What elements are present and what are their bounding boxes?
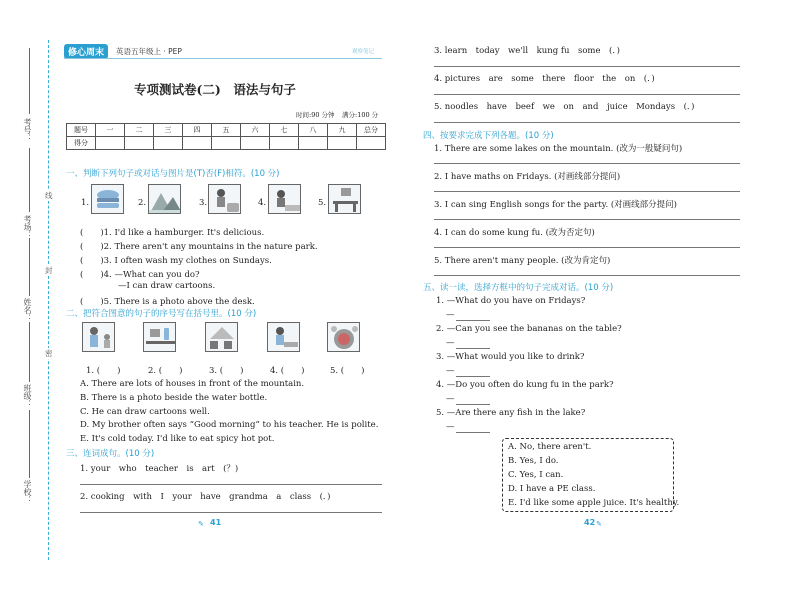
full-score-label: 满分:100 分 (342, 111, 379, 119)
s1-pic-num: 3. (199, 198, 208, 208)
washing-clothes-picture (208, 184, 241, 214)
score-header-cell: 六 (241, 124, 270, 137)
choice-option: B. Yes, I do. (508, 456, 559, 466)
s5-reply-dash: — (446, 338, 455, 348)
houses-mountain-picture (205, 322, 238, 352)
s2-option: B. There is a photo beside the water bottle. (80, 393, 268, 403)
s5-reply-dash: — (446, 394, 455, 404)
s1-item: ( )1. I'd like a hamburger. It's delicious. (80, 228, 265, 238)
header-rule (64, 58, 382, 59)
pencil-icon: ✎ (198, 520, 204, 528)
page-title: 专项测试卷(二) 语法与句子 (134, 82, 296, 97)
s1-pic-num: 4. (258, 198, 267, 208)
s3-answer-line[interactable] (80, 512, 382, 513)
drawing-picture (268, 184, 301, 214)
s1-item: —I can draw cartoons. (118, 281, 216, 291)
s2-blank[interactable]: 5. ( ) (330, 366, 365, 376)
score-header-row (67, 124, 386, 137)
s3-item: 2. cooking with I your have grandma a class (．) (80, 492, 331, 502)
page-number-right: 42 (584, 518, 596, 527)
s1-pic-num: 2. (138, 198, 147, 208)
s5-item: 4. —Do you often do kung fu in the park? (436, 380, 614, 390)
s3-item: 4. pictures are some there floor the on (．) (434, 74, 655, 84)
score-header-cell: 八 (299, 124, 328, 137)
kaohao-line (29, 48, 30, 114)
s5-answer-line[interactable] (456, 320, 490, 321)
section-4-title: 四、按要求完成下列各题。(10 分) (423, 131, 554, 141)
s5-reply-dash: — (446, 310, 455, 320)
xuexiao-label: 学校： (23, 480, 32, 504)
s2-blank[interactable]: 2. ( ) (148, 366, 183, 376)
s4-item: 4. I can do some kung fu. (改为否定句) (434, 228, 595, 238)
score-header-cell: 七 (270, 124, 299, 137)
s5-item: 1. —What do you have on Fridays? (436, 296, 586, 306)
kaochang-line (29, 148, 30, 212)
score-row-label: 得分 (67, 137, 96, 150)
score-header-cell: 三 (154, 124, 183, 137)
s3-item: 3. learn today we'll kung fu some (．) (434, 46, 620, 56)
header-tag: 观察笔记 (352, 49, 375, 55)
score-header-cell: 一 (96, 124, 125, 137)
desk-photo-picture (328, 184, 361, 214)
nature-park-picture (148, 184, 181, 214)
score-header-cell: 总分 (357, 124, 386, 137)
s1-pic-num: 1. (81, 198, 90, 208)
s4-item: 3. I can sing English songs for the party. (对画线部分提问) (434, 200, 677, 210)
kaohao-label: 考号： (23, 118, 32, 142)
score-cell[interactable] (241, 137, 270, 150)
section-2-title: 二、把符合图意的句子的序号写在括号里。(10 分) (66, 309, 257, 319)
s2-blank[interactable]: 4. ( ) (270, 366, 305, 376)
s3-answer-line[interactable] (434, 122, 740, 123)
s4-item: 2. I have maths on Fridays. (对画线部分提问) (434, 172, 621, 182)
hamburger-picture (91, 184, 124, 214)
s4-item: 5. There aren't many people. (改为肯定句) (434, 256, 611, 266)
s2-option: A. There are lots of houses in front of the mountain. (80, 379, 305, 389)
score-cell[interactable] (270, 137, 299, 150)
s5-answer-line[interactable] (456, 376, 490, 377)
s1-item: ( )5. There is a photo above the desk. (80, 297, 255, 307)
score-cell[interactable] (357, 137, 386, 150)
s4-answer-line[interactable] (434, 163, 740, 164)
seal-mi: 密 (45, 349, 53, 358)
banji-line (29, 322, 30, 382)
choice-option: A. No, there aren't. (508, 442, 592, 452)
water-bottle-picture (143, 322, 176, 352)
choice-option: D. I have a PE class. (508, 484, 596, 494)
choice-option: E. I'd like some apple juice. It's healthy. (508, 498, 680, 508)
score-header-cell: 五 (212, 124, 241, 137)
section-1-title: 一、判断下列句子或对话与图片是(T)否(F)相符。(10 分) (66, 169, 280, 179)
xingming-label: 姓名： (23, 298, 32, 322)
header-subtitle: 英语五年级上 · PEP (116, 47, 182, 56)
s3-item: 5. noodles have beef we on and juice Mondays (．) (434, 102, 695, 112)
seal-feng: 封 (45, 266, 53, 275)
score-cell[interactable] (328, 137, 357, 150)
banji-label: 班级： (23, 384, 32, 408)
s1-item: ( )3. I often wash my clothes on Sundays. (80, 256, 272, 266)
s5-reply-dash: — (446, 366, 455, 376)
score-table (66, 123, 386, 150)
s3-answer-line[interactable] (434, 94, 740, 95)
hot-pot-picture (327, 322, 360, 352)
score-header-cell: 四 (183, 124, 212, 137)
s4-answer-line[interactable] (434, 191, 740, 192)
s4-answer-line[interactable] (434, 275, 740, 276)
binding-line (48, 40, 49, 560)
page-number-left: 41 (210, 518, 222, 527)
s4-item: 1. There are some lakes on the mountain. (改为一般疑问句) (434, 144, 683, 154)
s2-option: E. It's cold today. I'd like to eat spicy hot pot. (80, 434, 275, 444)
time-label: 时间:90 分钟 (296, 111, 335, 119)
brand-logo: 修心周末 (64, 44, 108, 59)
s2-option: D. My brother often says “Good morning” to his teacher. He is polite. (80, 420, 379, 430)
score-row (67, 137, 386, 150)
s3-answer-line[interactable] (80, 484, 382, 485)
s1-item: ( )2. There aren't any mountains in the nature park. (80, 242, 318, 252)
s5-answer-line[interactable] (456, 348, 490, 349)
s4-answer-line[interactable] (434, 247, 740, 248)
s4-answer-line[interactable] (434, 219, 740, 220)
s5-reply-dash: — (446, 422, 455, 432)
s2-blank[interactable]: 1. ( ) (86, 366, 121, 376)
section-3-title: 三、连词成句。(10 分) (66, 449, 155, 459)
boy-drawing-picture (267, 322, 300, 352)
s3-item: 1. your who teacher is art (？) (80, 464, 239, 474)
s3-answer-line[interactable] (434, 66, 740, 67)
xingming-line (29, 238, 30, 296)
score-header-cell: 题号 (67, 124, 96, 137)
kaochang-label: 考场： (23, 215, 32, 239)
s5-answer-line[interactable] (456, 404, 490, 405)
score-cell[interactable] (212, 137, 241, 150)
score-cell[interactable] (183, 137, 212, 150)
score-cell[interactable] (154, 137, 183, 150)
score-cell[interactable] (125, 137, 154, 150)
s5-item: 3. —What would you like to drink? (436, 352, 585, 362)
s2-option: C. He can draw cartoons well. (80, 407, 210, 417)
xuexiao-line (29, 410, 30, 478)
s1-item: ( )4. —What can you do? (80, 270, 200, 280)
score-header-cell: 九 (328, 124, 357, 137)
score-cell[interactable] (96, 137, 125, 150)
s1-pic-num: 5. (318, 198, 327, 208)
polite-boy-picture (82, 322, 115, 352)
s5-item: 5. —Are there any fish in the lake? (436, 408, 586, 418)
s2-blank[interactable]: 3. ( ) (209, 366, 244, 376)
score-header-cell: 二 (125, 124, 154, 137)
s5-answer-line[interactable] (456, 432, 490, 433)
pencil-icon: ✎ (596, 520, 602, 528)
choice-option: C. Yes, I can. (508, 470, 564, 480)
section-5-title: 五、读一读，选择方框中的句子完成对话。(10 分) (423, 283, 614, 293)
s5-item: 2. —Can you see the bananas on the table? (436, 324, 622, 334)
score-cell[interactable] (299, 137, 328, 150)
seal-xian: 线 (45, 191, 53, 200)
